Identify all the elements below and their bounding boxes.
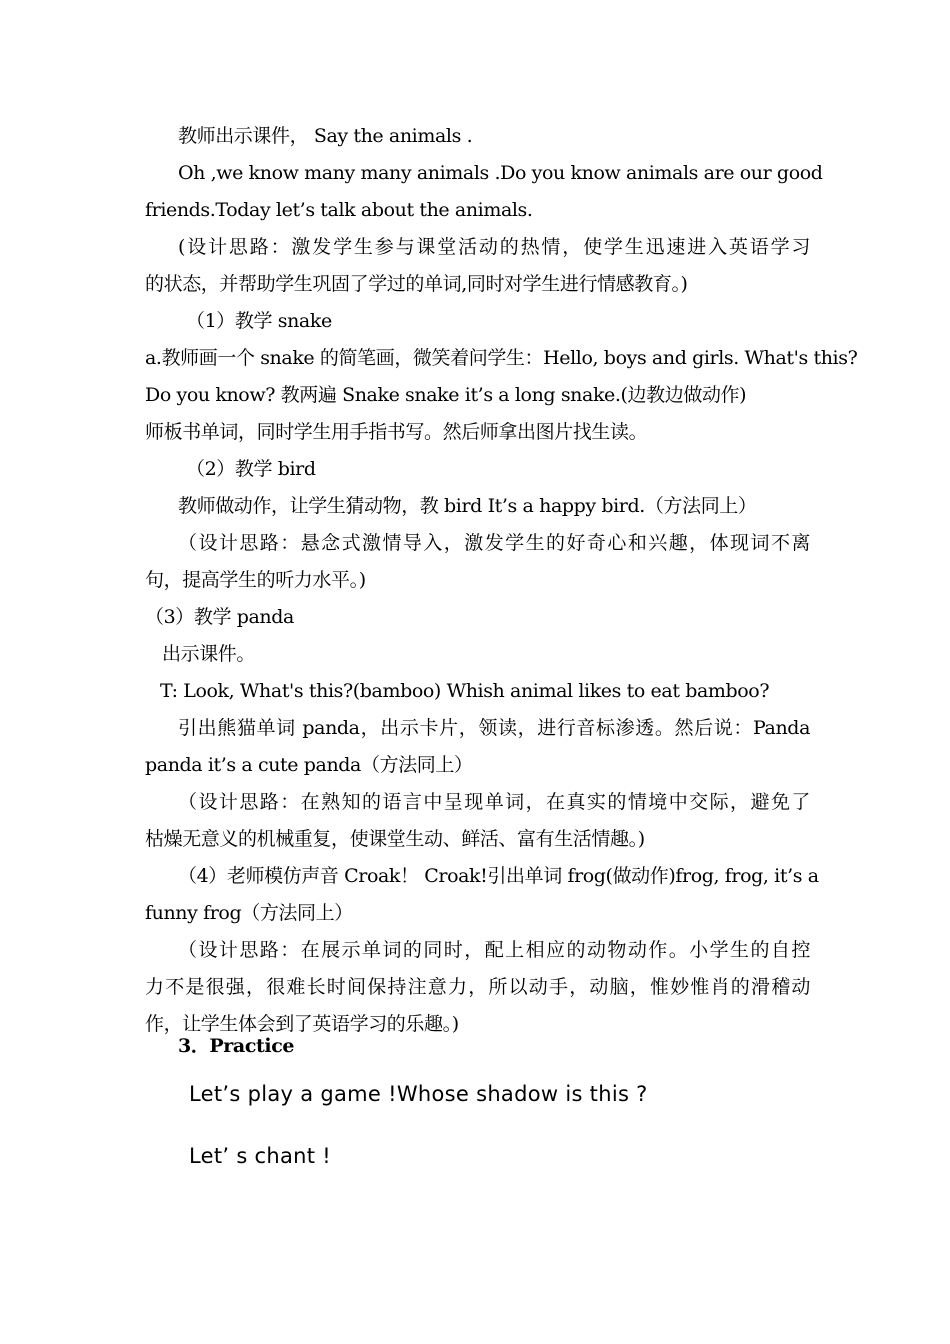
paragraph-line: 师板书单词，同时学生用手指书写。然后师拿出图片找生读。 [145, 421, 648, 443]
practice-game-line: Let’s play a game !Whose shadow is this ? [189, 1082, 648, 1106]
paragraph-line: 教师出示课件， Say the animals . [178, 125, 473, 147]
design-note-line: 的状态，并帮助学生巩固了学过的单词,同时对学生进行情感教育。) [145, 273, 688, 295]
paragraph-line: funny frog（方法同上） [145, 902, 353, 924]
design-note-line: (设计思路：激发学生参与课堂活动的热情，使学生迅速进入英语学习 [178, 236, 810, 258]
section-heading-panda: （3）教学 panda [145, 606, 294, 628]
paragraph-line: panda it’s a cute panda（方法同上） [145, 754, 473, 776]
paragraph-line: friends.Today let’s talk about the animals. [145, 199, 533, 221]
design-note-line: 作，让学生体会到了英语学习的乐趣。) [145, 1013, 459, 1035]
paragraph-line: a.教师画一个 snake 的简笔画，微笑着问学生：Hello, boys and girls. What's this? [145, 347, 858, 369]
section-heading-bird: （2）教学 bird [186, 458, 316, 480]
design-note-line: 力不是很强，很难长时间保持注意力，所以动手，动脑，惟妙惟肖的滑稽动 [145, 976, 810, 998]
design-note-line: 枯燥无意义的机械重复，使课堂生动、鲜活、富有生活情趣。) [145, 828, 645, 850]
design-note-line: （设计思路：悬念式激情导入，激发学生的好奇心和兴趣，体现词不离 [178, 532, 810, 554]
design-note-line: （设计思路：在熟知的语言中呈现单词，在真实的情境中交际，避免了 [178, 791, 810, 813]
practice-chant-line: Let’ s chant ! [189, 1144, 332, 1168]
paragraph-line: T: Look, What's this?(bamboo) Whish animal likes to eat bamboo? [160, 680, 770, 702]
section-heading-snake: （1）教学 snake [186, 310, 332, 332]
paragraph-line: （4）老师模仿声音 Croak！ Croak!引出单词 frog(做动作)frog, frog, it’s a [178, 865, 819, 887]
design-note-line: （设计思路：在展示单词的同时，配上相应的动物动作。小学生的自控 [178, 939, 810, 961]
paragraph-line: 引出熊猫单词 panda，出示卡片，领读，进行音标渗透。然后说：Panda [178, 717, 810, 739]
design-note-line: 句，提高学生的听力水平。) [145, 569, 366, 591]
paragraph-line: 教师做动作，让学生猜动物，教 bird It’s a happy bird.（方法同上） [178, 495, 757, 517]
paragraph-line: Do you know? 教两遍 Snake snake it’s a long snake.(边教边做动作) [145, 384, 747, 406]
paragraph-line: 出示课件。 [162, 643, 256, 665]
paragraph-line: Oh ,we know many many animals .Do you know animals are our good [178, 162, 823, 184]
section-heading-practice: 3．Practice [178, 1035, 295, 1057]
